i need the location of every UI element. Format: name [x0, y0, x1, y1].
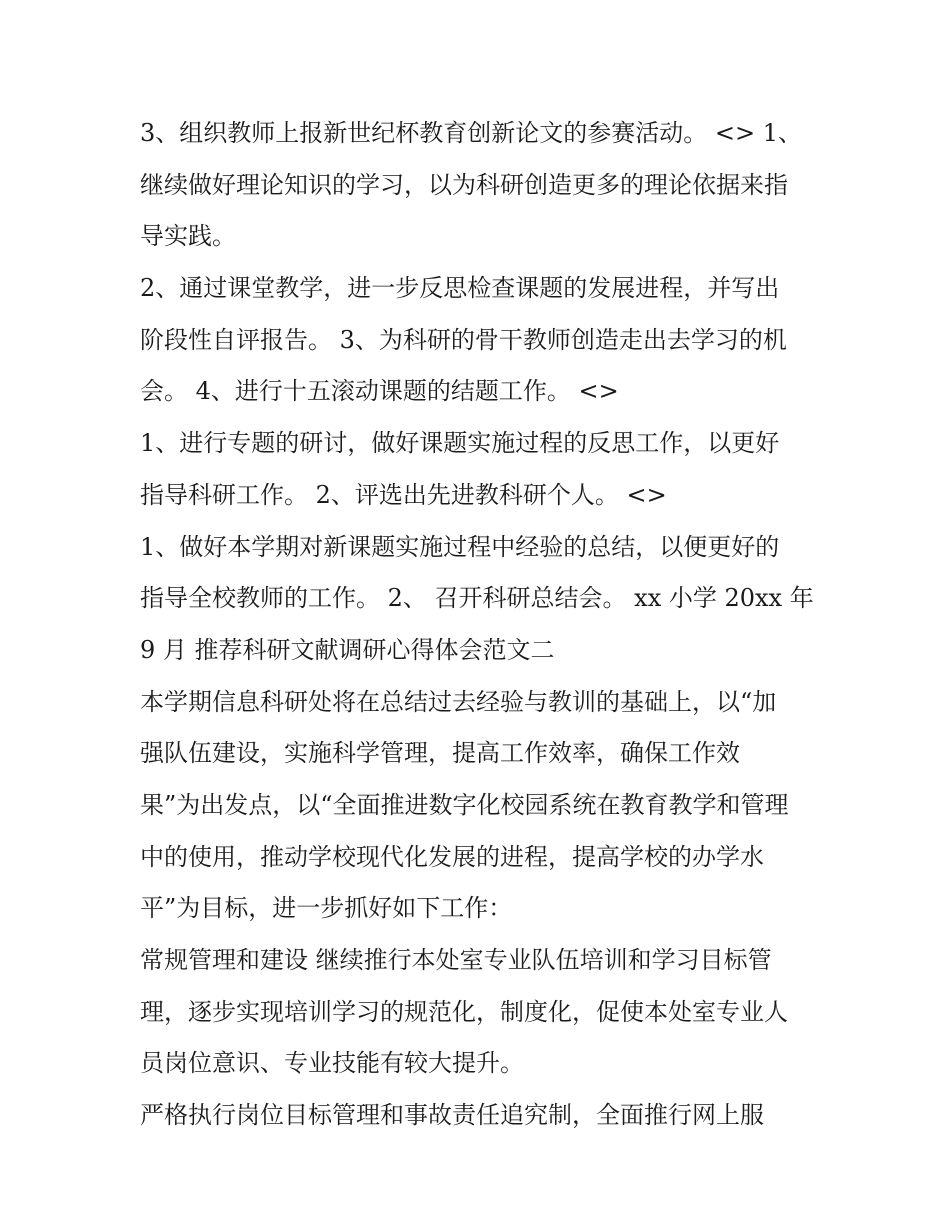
text-line: 1、进行专题的研讨，做好课题实施过程的反思工作，以更好	[140, 429, 780, 458]
text-line: 导实践。	[140, 222, 236, 251]
text-line: 强队伍建设，实施科学管理，提高工作效率，确保工作效	[140, 739, 740, 768]
text-line: 理，逐步实现培训学习的规范化，制度化，促使本处室专业人	[140, 997, 788, 1026]
document-body	[140, 108, 820, 1142]
text-line: 指导全校教师的工作。 2、 召开科研总结会。 xx 小学 20xx 年	[140, 584, 814, 613]
text-line: 1、做好本学期对新课题实施过程中经验的总结，以便更好的	[140, 532, 780, 561]
text-line: 严格执行岗位目标管理和事故责任追究制，全面推行网上服	[140, 1101, 764, 1130]
text-line: 本学期信息科研处将在总结过去经验与教训的基础上，以“加	[140, 687, 777, 716]
text-line: 常规管理和建设 继续推行本处室专业队伍培训和学习目标管	[140, 946, 772, 974]
text-line: 会。 4、进行十五滚动课题的结题工作。 <>	[140, 377, 619, 406]
text-line: 指导科研工作。 2、评选出先进教科研个人。 <>	[140, 480, 667, 509]
text-line: 2、通过课堂教学，进一步反思检查课题的发展进程，并写出	[140, 274, 780, 303]
text-line: 3、组织教师上报新世纪杯教育创新论文的参赛活动。 <> 1、	[140, 119, 803, 147]
text-line: 平”为目标，进一步抓好如下工作：	[140, 894, 513, 923]
text-line: 9 月 推荐科研文献调研心得体会范文二	[140, 635, 555, 664]
text-line: 中的使用，推动学校现代化发展的进程，提高学校的办学水	[140, 842, 764, 871]
text-line: 果”为出发点，以“全面推进数字化校园系统在教育教学和管理	[140, 790, 789, 819]
text-line: 员岗位意识、专业技能有较大提升。	[140, 1049, 524, 1078]
text-line: 阶段性自评报告。 3、为科研的骨干教师创造走出去学习的机	[140, 325, 787, 354]
text-line: 继续做好理论知识的学习，以为科研创造更多的理论依据来指	[140, 170, 788, 199]
